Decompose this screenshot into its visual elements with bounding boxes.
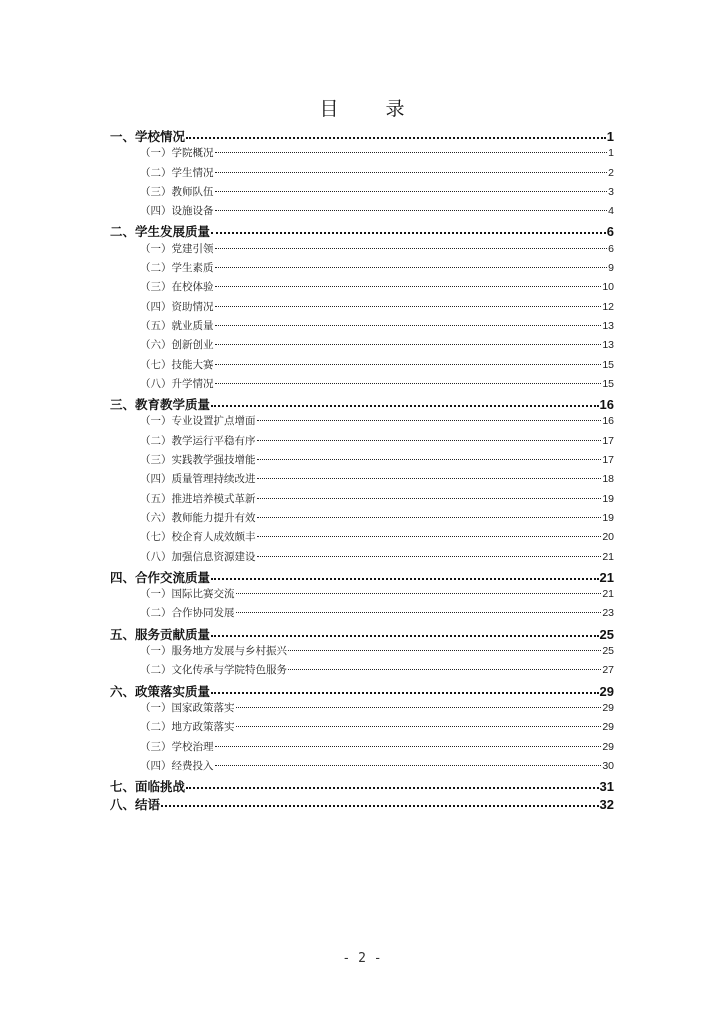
toc-entry-label: 五、服务贡献质量 xyxy=(110,626,211,642)
toc-dot-leader xyxy=(257,478,602,479)
toc-dot-leader xyxy=(161,805,599,807)
toc-dot-leader xyxy=(211,578,599,580)
toc-entry-label: （一）专业设置扩点增面 xyxy=(140,415,256,428)
page-number: - 2 - xyxy=(342,951,382,966)
toc-entry-page-number: 12 xyxy=(602,300,614,313)
toc-entry-label: （二）学生情况 xyxy=(140,166,214,179)
toc-entry-label: （六）教师能力提升有效 xyxy=(140,511,256,524)
toc-dot-leader xyxy=(215,325,602,326)
toc-dot-leader xyxy=(215,746,602,747)
toc-entry-label: （二）教学运行平稳有序 xyxy=(140,434,256,447)
toc-dot-leader xyxy=(215,248,608,249)
toc-chapter-entry[interactable] xyxy=(110,777,614,795)
toc-entry-label: （三）学校治理 xyxy=(140,740,214,753)
toc-section-entry[interactable] xyxy=(110,510,614,529)
toc-entry-label: （二）地方政策落实 xyxy=(140,721,235,734)
toc-dot-leader xyxy=(215,286,602,287)
toc-entry-label: （二）合作协同发展 xyxy=(140,607,235,620)
toc-dot-leader xyxy=(257,459,602,460)
toc-section-entry[interactable] xyxy=(110,662,614,681)
toc-dot-leader xyxy=(215,267,608,268)
toc-dot-leader xyxy=(211,635,599,637)
toc-chapter-entry[interactable] xyxy=(110,625,614,643)
toc-dot-leader xyxy=(288,669,601,670)
toc-entry-page-number: 1 xyxy=(608,147,614,160)
toc-dot-leader xyxy=(215,383,602,384)
toc-entry-label: （三）实践教学强技增能 xyxy=(140,454,256,467)
toc-section-entry[interactable] xyxy=(110,471,614,490)
toc-entry-label: （一）学院概况 xyxy=(140,147,214,160)
toc-dot-leader xyxy=(236,726,602,727)
toc-entry-label: （四）设施设备 xyxy=(140,205,214,218)
toc-dot-leader xyxy=(215,210,608,211)
toc-entry-label: 七、面临挑战 xyxy=(110,779,186,795)
toc-chapter-entry[interactable] xyxy=(110,795,614,813)
toc-chapter-entry[interactable] xyxy=(110,222,614,240)
toc-dot-leader xyxy=(215,191,608,192)
toc-chapter-entry[interactable] xyxy=(110,568,614,586)
toc-section-entry[interactable] xyxy=(110,165,614,184)
toc-dot-leader xyxy=(288,650,601,651)
toc-entry-label: 六、政策落实质量 xyxy=(110,683,211,699)
toc-dot-leader xyxy=(186,787,599,789)
toc-entry-page-number: 6 xyxy=(608,242,614,255)
toc-entry-page-number: 4 xyxy=(608,205,614,218)
toc-dot-leader xyxy=(257,536,602,537)
toc-dot-leader xyxy=(257,556,602,557)
toc-chapter-entry[interactable] xyxy=(110,682,614,700)
table-of-contents xyxy=(110,127,614,814)
toc-section-entry[interactable] xyxy=(110,260,614,279)
toc-entry-page-number: 17 xyxy=(602,454,614,467)
toc-section-entry[interactable] xyxy=(110,279,614,298)
toc-dot-leader xyxy=(236,593,602,594)
toc-entry-page-number: 19 xyxy=(602,511,614,524)
toc-entry-page-number: 13 xyxy=(602,319,614,332)
toc-entry-page-number: 29 xyxy=(602,701,614,714)
toc-dot-leader xyxy=(186,137,606,139)
toc-entry-label: 一、学校情况 xyxy=(110,129,186,144)
toc-entry-label: （四）质量管理持续改进 xyxy=(140,473,256,486)
toc-entry-label: （七）技能大赛 xyxy=(140,358,214,371)
toc-entry-label: （三）在校体验 xyxy=(140,281,214,294)
toc-entry-page-number: 25 xyxy=(602,645,614,658)
toc-section-entry[interactable] xyxy=(110,643,614,662)
toc-dot-leader xyxy=(257,440,602,441)
toc-entry-label: （一）国际比赛交流 xyxy=(140,588,235,601)
toc-entry-page-number: 9 xyxy=(608,262,614,275)
toc-entry-page-number: 31 xyxy=(599,779,614,795)
toc-entry-page-number: 16 xyxy=(602,415,614,428)
toc-section-entry[interactable] xyxy=(110,145,614,164)
toc-section-entry[interactable] xyxy=(110,700,614,719)
toc-entry-page-number: 25 xyxy=(599,626,614,642)
toc-section-entry[interactable] xyxy=(110,586,614,605)
toc-title: 目 录 xyxy=(319,98,419,120)
toc-section-entry[interactable] xyxy=(110,529,614,548)
toc-entry-page-number: 23 xyxy=(602,607,614,620)
toc-entry-page-number: 27 xyxy=(602,664,614,677)
toc-section-entry[interactable] xyxy=(110,739,614,758)
toc-entry-page-number: 21 xyxy=(599,569,614,585)
toc-entry-page-number: 18 xyxy=(602,473,614,486)
toc-section-entry[interactable] xyxy=(110,318,614,337)
toc-section-entry[interactable] xyxy=(110,719,614,738)
toc-section-entry[interactable] xyxy=(110,413,614,432)
toc-chapter-entry[interactable] xyxy=(110,127,614,145)
toc-dot-leader xyxy=(211,232,606,234)
toc-entry-page-number: 29 xyxy=(602,721,614,734)
toc-entry-label: 四、合作交流质量 xyxy=(110,569,211,585)
toc-entry-page-number: 10 xyxy=(602,281,614,294)
toc-entry-label: 二、学生发展质量 xyxy=(110,224,211,240)
toc-section-entry[interactable] xyxy=(110,452,614,471)
toc-section-entry[interactable] xyxy=(110,605,614,624)
toc-section-entry[interactable] xyxy=(110,758,614,777)
toc-section-entry[interactable] xyxy=(110,299,614,318)
toc-dot-leader xyxy=(215,306,602,307)
toc-entry-label: 三、教育教学质量 xyxy=(110,397,211,413)
toc-entry-label: （五）推进培养模式革新 xyxy=(140,492,256,505)
toc-entry-label: （四）资助情况 xyxy=(140,300,214,313)
toc-entry-page-number: 21 xyxy=(602,550,614,563)
toc-section-entry[interactable] xyxy=(110,376,614,395)
toc-entry-label: （二）学生素质 xyxy=(140,262,214,275)
toc-dot-leader xyxy=(236,612,602,613)
toc-dot-leader xyxy=(215,364,602,365)
toc-entry-page-number: 15 xyxy=(602,358,614,371)
toc-dot-leader xyxy=(215,344,602,345)
toc-section-entry[interactable] xyxy=(110,241,614,260)
toc-entry-page-number: 19 xyxy=(602,492,614,505)
toc-entry-page-number: 6 xyxy=(606,224,614,240)
toc-section-entry[interactable] xyxy=(110,184,614,203)
toc-entry-page-number: 1 xyxy=(606,129,614,144)
toc-dot-leader xyxy=(215,172,608,173)
toc-entry-label: （六）创新创业 xyxy=(140,339,214,352)
toc-dot-leader xyxy=(211,692,599,694)
toc-entry-page-number: 32 xyxy=(599,797,614,813)
toc-dot-leader xyxy=(257,498,602,499)
toc-dot-leader xyxy=(257,517,602,518)
toc-entry-label: 八、结语 xyxy=(110,797,161,813)
toc-entry-label: （八）加强信息资源建设 xyxy=(140,550,256,563)
toc-entry-label: （二）文化传承与学院特色服务 xyxy=(140,664,287,677)
toc-entry-label: （一）党建引领 xyxy=(140,242,214,255)
toc-entry-page-number: 29 xyxy=(599,683,614,699)
toc-entry-page-number: 29 xyxy=(602,740,614,753)
toc-dot-leader xyxy=(215,152,608,153)
toc-entry-page-number: 2 xyxy=(608,166,614,179)
toc-section-entry[interactable] xyxy=(110,337,614,356)
toc-dot-leader xyxy=(236,707,602,708)
toc-section-entry[interactable] xyxy=(110,433,614,452)
toc-dot-leader xyxy=(211,405,599,407)
toc-entry-page-number: 15 xyxy=(602,377,614,390)
toc-entry-page-number: 20 xyxy=(602,531,614,544)
toc-entry-page-number: 3 xyxy=(608,185,614,198)
toc-section-entry[interactable] xyxy=(110,549,614,568)
toc-dot-leader xyxy=(215,765,602,766)
toc-entry-label: （三）教师队伍 xyxy=(140,185,214,198)
toc-chapter-entry[interactable] xyxy=(110,395,614,413)
toc-entry-label: （一）国家政策落实 xyxy=(140,701,235,714)
toc-entry-label: （四）经费投入 xyxy=(140,759,214,772)
toc-entry-page-number: 13 xyxy=(602,339,614,352)
toc-entry-label: （一）服务地方发展与乡村振兴 xyxy=(140,645,287,658)
toc-entry-label: （五）就业质量 xyxy=(140,319,214,332)
toc-section-entry[interactable] xyxy=(110,491,614,510)
toc-section-entry[interactable] xyxy=(110,357,614,376)
toc-entry-page-number: 30 xyxy=(602,759,614,772)
toc-entry-page-number: 17 xyxy=(602,434,614,447)
toc-section-entry[interactable] xyxy=(110,203,614,222)
toc-entry-label: （七）校企育人成效颇丰 xyxy=(140,531,256,544)
toc-entry-page-number: 21 xyxy=(602,588,614,601)
toc-dot-leader xyxy=(257,420,602,421)
toc-entry-page-number: 16 xyxy=(599,397,614,413)
toc-entry-label: （八）升学情况 xyxy=(140,377,214,390)
